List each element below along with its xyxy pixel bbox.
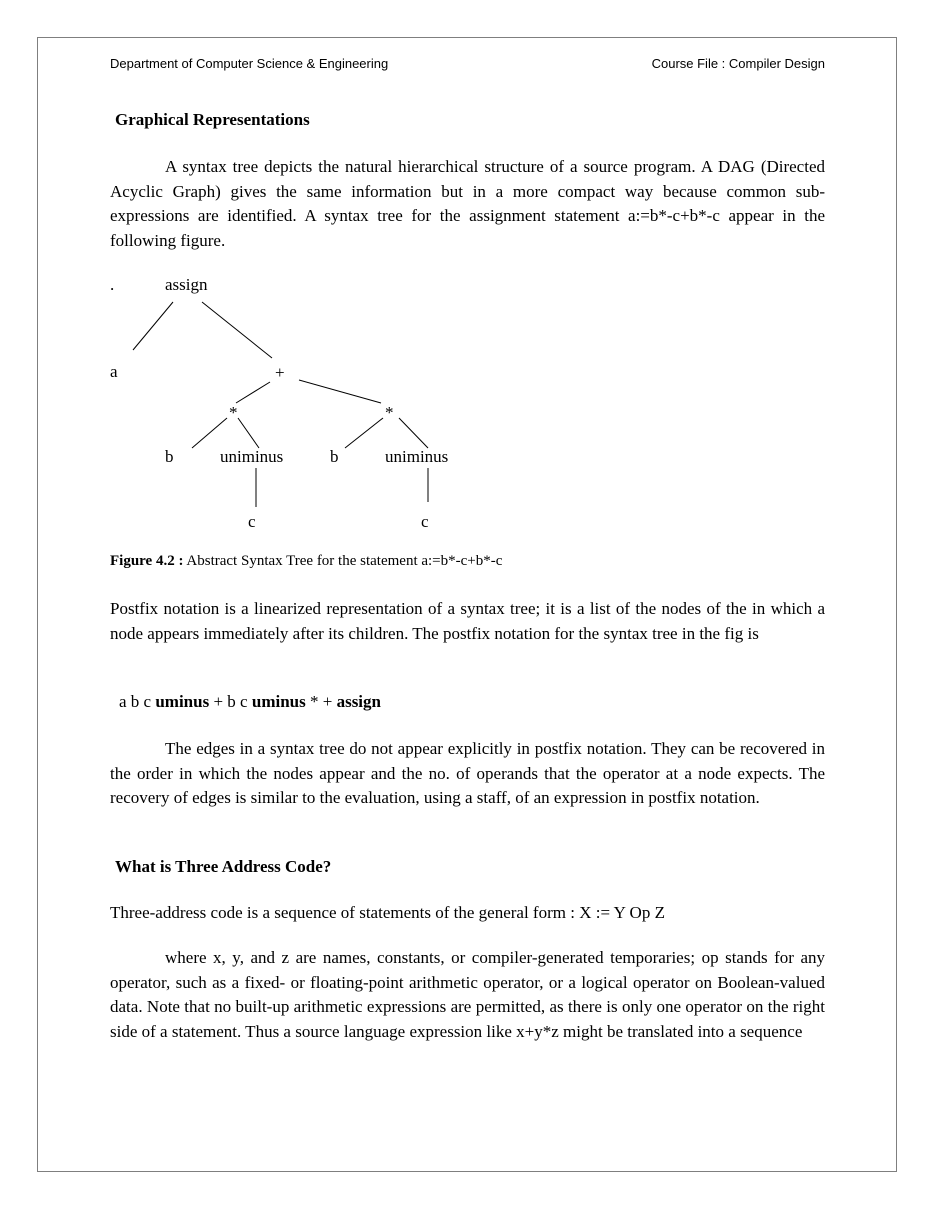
tree-node-star-right: *: [385, 403, 394, 422]
tree-node-a: a: [110, 362, 118, 381]
postfix-part-2: + b c: [209, 692, 252, 711]
tree-node-c-left: c: [248, 512, 256, 531]
postfix-expression: [119, 692, 381, 712]
figure-label: Figure 4.2 :: [110, 553, 184, 569]
heading-graphical-representations: Graphical Representations: [115, 110, 310, 129]
tree-node-c-right: c: [421, 512, 429, 531]
tree-node-b-right: b: [330, 447, 339, 466]
three-address-general-form: Three-address code is a sequence of statements of the general form : X := Y Op Z: [110, 903, 665, 922]
edge-star-left-b: [192, 418, 227, 448]
paragraph-postfix-notation: Postfix notation is a linearized representation of a syntax tree; it is a list of the nodes of the in which a node appears immediately after its children. The postfix notation for the syntax tree in the fig is: [110, 599, 825, 643]
postfix-uminus-2: uminus: [251, 692, 306, 711]
postfix-assign: assign: [336, 692, 381, 711]
tree-node-uminus-right: uniminus: [385, 447, 449, 466]
postfix-uminus-1: uminus: [155, 692, 210, 711]
tree-node-assign: assign: [165, 275, 208, 294]
tree-node-b-left: b: [165, 447, 174, 466]
edge-star-right-b: [345, 418, 383, 448]
figure-text: Abstract Syntax Tree for the statement a:=b*-c+b*-c: [186, 553, 503, 569]
edge-assign-plus: [202, 302, 272, 358]
tree-node-plus: +: [275, 363, 285, 382]
figure-caption: [110, 553, 502, 570]
tree-edges: [133, 302, 428, 507]
edge-star-right-uminus: [399, 418, 428, 448]
postfix-part-3: * +: [305, 692, 337, 711]
heading-three-address-code: What is Three Address Code?: [115, 857, 332, 876]
tree-dot: .: [110, 275, 115, 294]
edge-assign-a: [133, 302, 173, 350]
postfix-part-1: a b c: [119, 692, 156, 711]
header-department: Department of Computer Science & Engineering: [110, 56, 389, 71]
tree-node-star-left: *: [229, 403, 238, 422]
paragraph-edges-recovery: The edges in a syntax tree do not appear explicitly in postfix notation. They can be recovered in the order in which the nodes appear and the no. of operands that the operator at a node expects. The recovery of edges is similar to the evaluation, using a staff, of an expression in postfix notation.: [110, 739, 825, 807]
edge-plus-star-left: [236, 382, 270, 403]
tree-node-uminus-left: uniminus: [220, 447, 284, 466]
edge-star-left-uminus: [238, 418, 259, 448]
header-course-file: Course File : Compiler Design: [651, 56, 825, 71]
paragraph-syntax-tree-intro: A syntax tree depicts the natural hierarchical structure of a source program. A DAG (Directed Acyclic Graph) gives the same information but in a more compact way because common sub-expressions are identified. A syntax tree for the assignment statement a:=b*-c+b*-c appear in the following figure.: [110, 157, 825, 250]
edge-plus-star-right: [299, 380, 381, 403]
paragraph-three-address-details: where x, y, and z are names, constants, or compiler-generated temporaries; op stands for any operator, such as a fixed- or floating-point arithmetic operator, or a logical operator on Boolean-valued data. Note that no built-up arithmetic expressions are permitted, as there is only one operator on the right side of a statement. Thus a source language expression like x+y*z might be translated into a sequence: [110, 948, 825, 1041]
